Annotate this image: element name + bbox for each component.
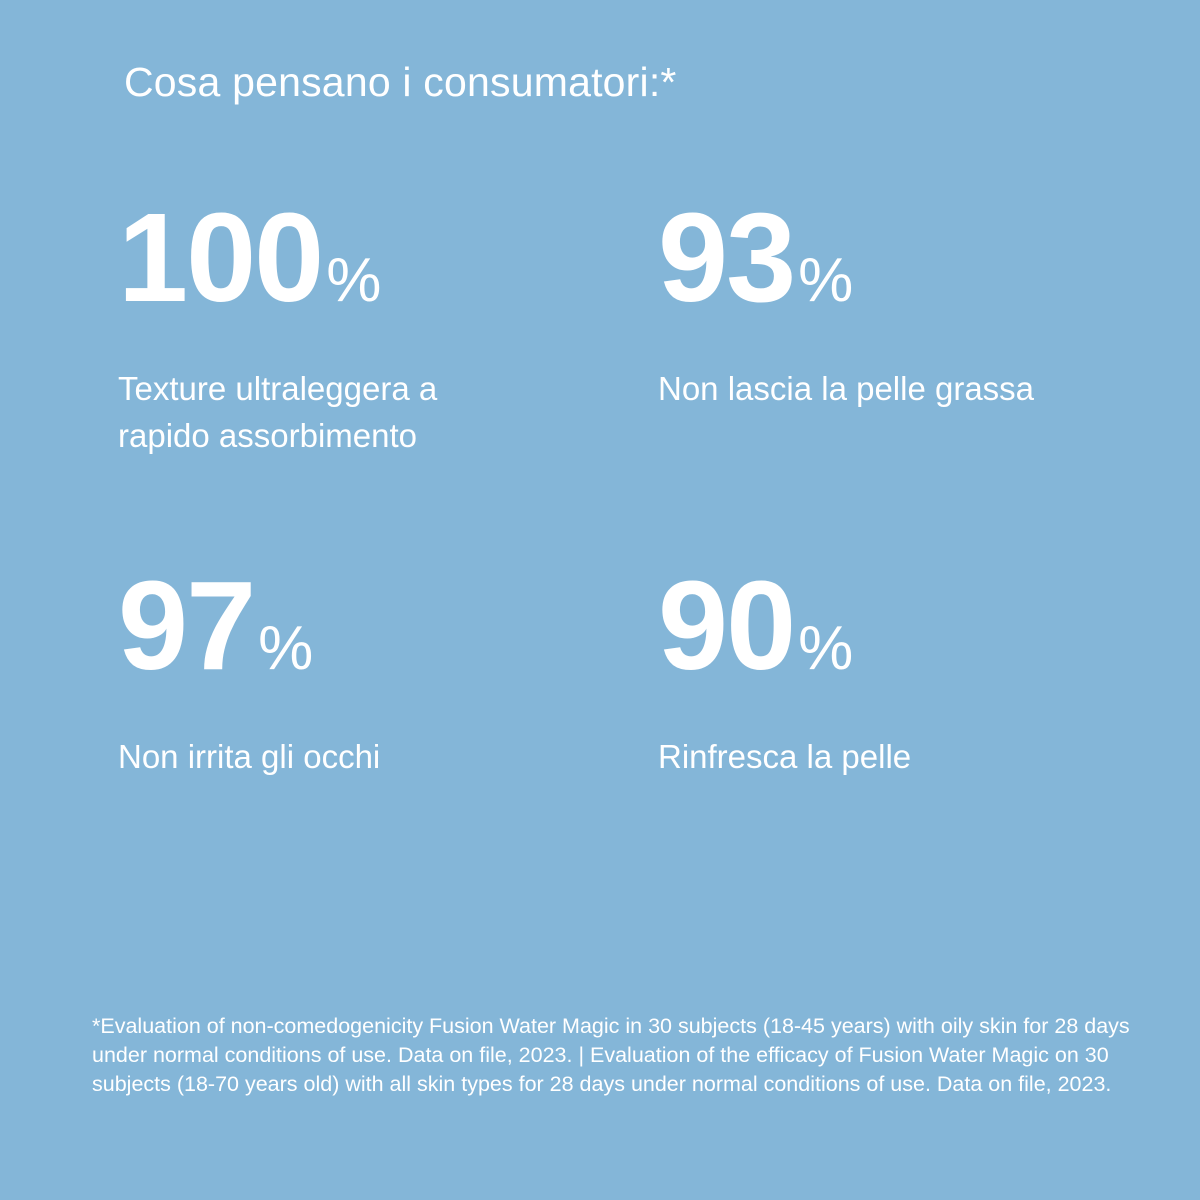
stat-label-no-eye-irritation: Non irrita gli occhi xyxy=(118,737,381,775)
stat-label-not-greasy: Non lascia la pelle grassa xyxy=(658,369,1035,407)
page-title: Cosa pensano i consumatori:* xyxy=(124,59,677,105)
percent-symbol: % xyxy=(798,614,854,683)
stats-grid xyxy=(118,187,1082,781)
stat-number: 97 xyxy=(118,555,255,696)
stat-card-texture xyxy=(118,187,658,568)
stat-label-refreshes: Rinfresca la pelle xyxy=(658,737,912,775)
stat-value-no-eye-irritation xyxy=(118,555,658,696)
stat-value-not-greasy xyxy=(658,187,1082,328)
stat-label-texture: Texture ultraleggera a rapido assorbimento xyxy=(118,369,438,454)
footnote-text: *Evaluation of non-comedogenicity Fusion Water Magic in 30 subjects (18-45 years) with oily skin for 28 days under normal conditions of use. Data on file, 2023. | Evaluation of the efficacy of Fusion Water Magic on 30 subjects (18-70 years old) with all skin types for 28 days under normal conditions of use. Data on file, 2023. xyxy=(92,1014,1130,1096)
stat-card-not-greasy xyxy=(658,187,1082,568)
stat-value-refreshes xyxy=(658,555,1082,696)
percent-symbol: % xyxy=(326,246,382,315)
stat-value-texture xyxy=(118,187,658,328)
percent-symbol: % xyxy=(258,614,314,683)
percent-symbol: % xyxy=(798,246,854,315)
stat-number: 90 xyxy=(658,555,795,696)
stat-number: 100 xyxy=(118,187,323,328)
stat-card-no-eye-irritation xyxy=(118,555,658,781)
stat-card-refreshes xyxy=(658,555,1082,781)
stat-number: 93 xyxy=(658,187,795,328)
